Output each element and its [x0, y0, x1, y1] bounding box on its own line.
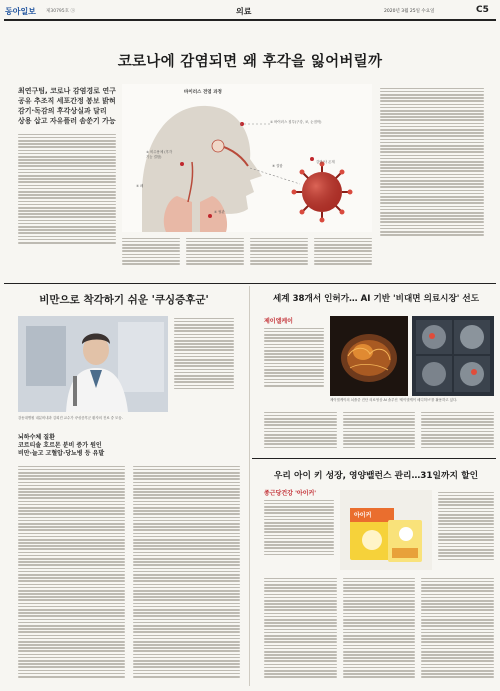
virus-infographic — [122, 84, 372, 232]
issue-number: 제30795호 ⓐ — [46, 9, 75, 14]
article2-side-column — [174, 316, 234, 436]
article1-body-right — [380, 86, 484, 276]
diagram-label-2: ② 비수용체 (후각 기능 결합) — [146, 150, 173, 159]
brain-svg — [330, 316, 408, 396]
article1-body-left — [18, 132, 116, 272]
sidebar-title: 뇌하수체 질환 — [18, 434, 55, 441]
ai-image-dashboard — [412, 316, 494, 396]
page-number: C5 — [476, 5, 489, 15]
article2-deck — [18, 442, 138, 458]
photo-caption: 강동대병원 내분비내과 김희진 교수가 쿠싱증후군 환자의 진료 중 모습. — [18, 416, 123, 420]
article-ai-medical — [252, 286, 500, 456]
article3-body — [264, 410, 494, 452]
deck-line: 상용 삽고 자유플러 솜쑨기 가능 — [18, 117, 116, 125]
article1-deck — [18, 86, 120, 126]
article3-body-top — [264, 326, 324, 390]
article1-headline: 코로나에 감염되면 왜 후각을 잃어버릴까 — [117, 54, 383, 70]
section-name: 의료 — [236, 7, 252, 16]
diagram-title: 바이러스 전염 과정 — [184, 90, 222, 95]
section-rule-1 — [4, 283, 496, 284]
diagram-label-4: ④ 혈관 — [214, 210, 225, 214]
column-divider — [249, 286, 250, 686]
diagram-label-3: ③ 폐 — [136, 184, 144, 188]
diagram-label-1: ① 바이러스 침투(구강, 코, 눈점막) — [270, 120, 322, 124]
dashboard-svg — [412, 316, 494, 396]
masthead — [0, 0, 500, 22]
product-brand: 아이커 — [354, 512, 372, 519]
deck-line: 공유 추조직 세포간정 봉보 밝혀 — [18, 97, 116, 105]
infected-label: 감염/사 존재 — [316, 160, 335, 164]
deck-line: 코르티솔 호르몬 분비 증가 원인 — [18, 442, 102, 449]
product-image — [340, 490, 432, 570]
article4-body-top — [264, 498, 334, 562]
article4-headline: 우리 아이 키 성장, 영양밸런스 관리…31일까지 할인 — [273, 471, 479, 481]
article4-body — [264, 576, 494, 684]
deck-line: 감기·독감의 후각상실과 달리 — [18, 107, 107, 115]
section-rule-2 — [252, 458, 496, 459]
article4-company: 종근당건강 '아이커' — [264, 490, 317, 497]
masthead-rule — [4, 19, 496, 21]
article-cushing — [0, 286, 248, 688]
doctor-photo — [18, 316, 168, 412]
product-svg — [340, 490, 432, 570]
article3-company: 제이엘케이 — [264, 318, 293, 325]
article-kids-growth — [252, 460, 500, 688]
photo-svg — [18, 316, 168, 412]
article2-headline: 비만으로 착각하기 쉬운 '쿠싱증후군' — [39, 294, 209, 306]
issue-date: 2020년 3월 25일 수요일 — [384, 9, 435, 14]
article-covid-smell — [0, 22, 500, 280]
paper-logo: 동아일보 — [5, 7, 36, 16]
article2-body — [18, 464, 240, 684]
diagram-label-5: ⑤ 결합 — [272, 164, 283, 168]
article4-body-right — [438, 490, 494, 570]
ai-image-brain — [330, 316, 408, 396]
deck-line: 비만·늘고 고혈압·당뇨병 등 유발 — [18, 450, 105, 457]
article3-headline: 세계 38개서 인허가… AI 기반 '비대면 의료시장' 선도 — [272, 294, 480, 304]
deck-line: 최연구팀, 코로나 감염경로 연구 — [18, 87, 116, 95]
article1-body-middle — [122, 236, 372, 276]
article3-photo-caption: 제이엘케이의 뇌졸중 진단 의료영상 AI 솔루션 '제이엘케이 메디허브'를 활용하고 있다. — [330, 398, 458, 402]
